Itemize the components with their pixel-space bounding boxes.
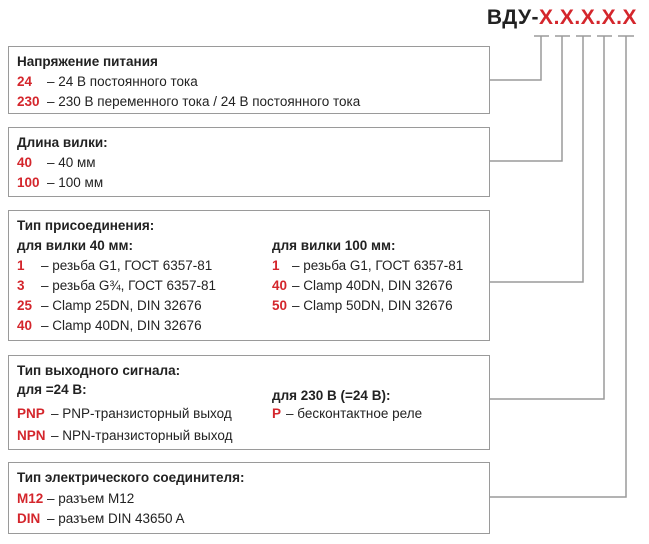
power-option: 230 – 230 В переменного тока / 24 В постоянного тока xyxy=(17,94,361,109)
length-option: 100 – 100 мм xyxy=(17,175,104,190)
connection-left-option: 40 – Clamp 40DN, DIN 32676 xyxy=(17,318,202,333)
length-section xyxy=(8,127,490,197)
connector-option: DIN – разъем DIN 43650 A xyxy=(17,511,185,526)
connection-right-option: 50 – Clamp 50DN, DIN 32676 xyxy=(272,298,453,313)
output-left-option: PNP – PNP-транзисторный выход xyxy=(17,406,232,421)
model-prefix: ВДУ- xyxy=(486,6,540,29)
leader-length xyxy=(490,36,562,161)
placeholder-1: X xyxy=(539,6,554,29)
connection-left-option: 1 – резьба G1, ГОСТ 6357-81 xyxy=(17,258,213,273)
model-code-title: ВДУ-X.X.X.X.X xyxy=(486,6,637,29)
placeholder-2: X xyxy=(559,6,575,29)
output-right-option: P – бесконтактное реле xyxy=(272,406,423,421)
leader-connector xyxy=(490,36,626,497)
output-section xyxy=(8,355,490,450)
placeholder-5: X xyxy=(622,6,637,29)
leader-connection xyxy=(490,36,583,282)
placeholder-3: X xyxy=(580,6,596,29)
connection-left-subheading: для вилки 40 мм: xyxy=(17,238,133,253)
power-section xyxy=(8,46,490,114)
connection-right-option: 40 – Clamp 40DN, DIN 32676 xyxy=(272,278,453,293)
output-heading: Тип выходного сигнала: xyxy=(17,363,181,378)
connection-right-option: 1 – резьба G1, ГОСТ 6357-81 xyxy=(272,258,464,273)
connection-heading: Тип присоединения: xyxy=(17,218,155,233)
connection-left-option: 3 – резьба G¾, ГОСТ 6357-81 xyxy=(17,278,217,293)
connector-option: M12 – разъем M12 xyxy=(17,491,135,506)
length-heading: Длина вилки: xyxy=(17,135,108,150)
power-heading: Напряжение питания xyxy=(17,54,158,69)
leader-power xyxy=(490,36,541,80)
output-left-subheading: для =24 В: xyxy=(17,382,87,397)
length-option: 40 – 40 мм xyxy=(17,155,96,170)
leader-output xyxy=(490,36,604,399)
output-left-option: NPN – NPN-транзисторный выход xyxy=(17,428,233,443)
connection-right-subheading: для вилки 100 мм: xyxy=(272,238,396,253)
connection-section xyxy=(8,210,490,341)
connection-left-option: 25 – Clamp 25DN, DIN 32676 xyxy=(17,298,202,313)
connector-heading: Тип электрического соединителя: xyxy=(17,470,245,485)
power-option: 24 – 24 В постоянного тока xyxy=(17,74,198,89)
output-right-subheading: для 230 В (=24 В): xyxy=(272,388,391,403)
connector-section xyxy=(8,462,490,534)
placeholder-4: X xyxy=(601,6,617,29)
